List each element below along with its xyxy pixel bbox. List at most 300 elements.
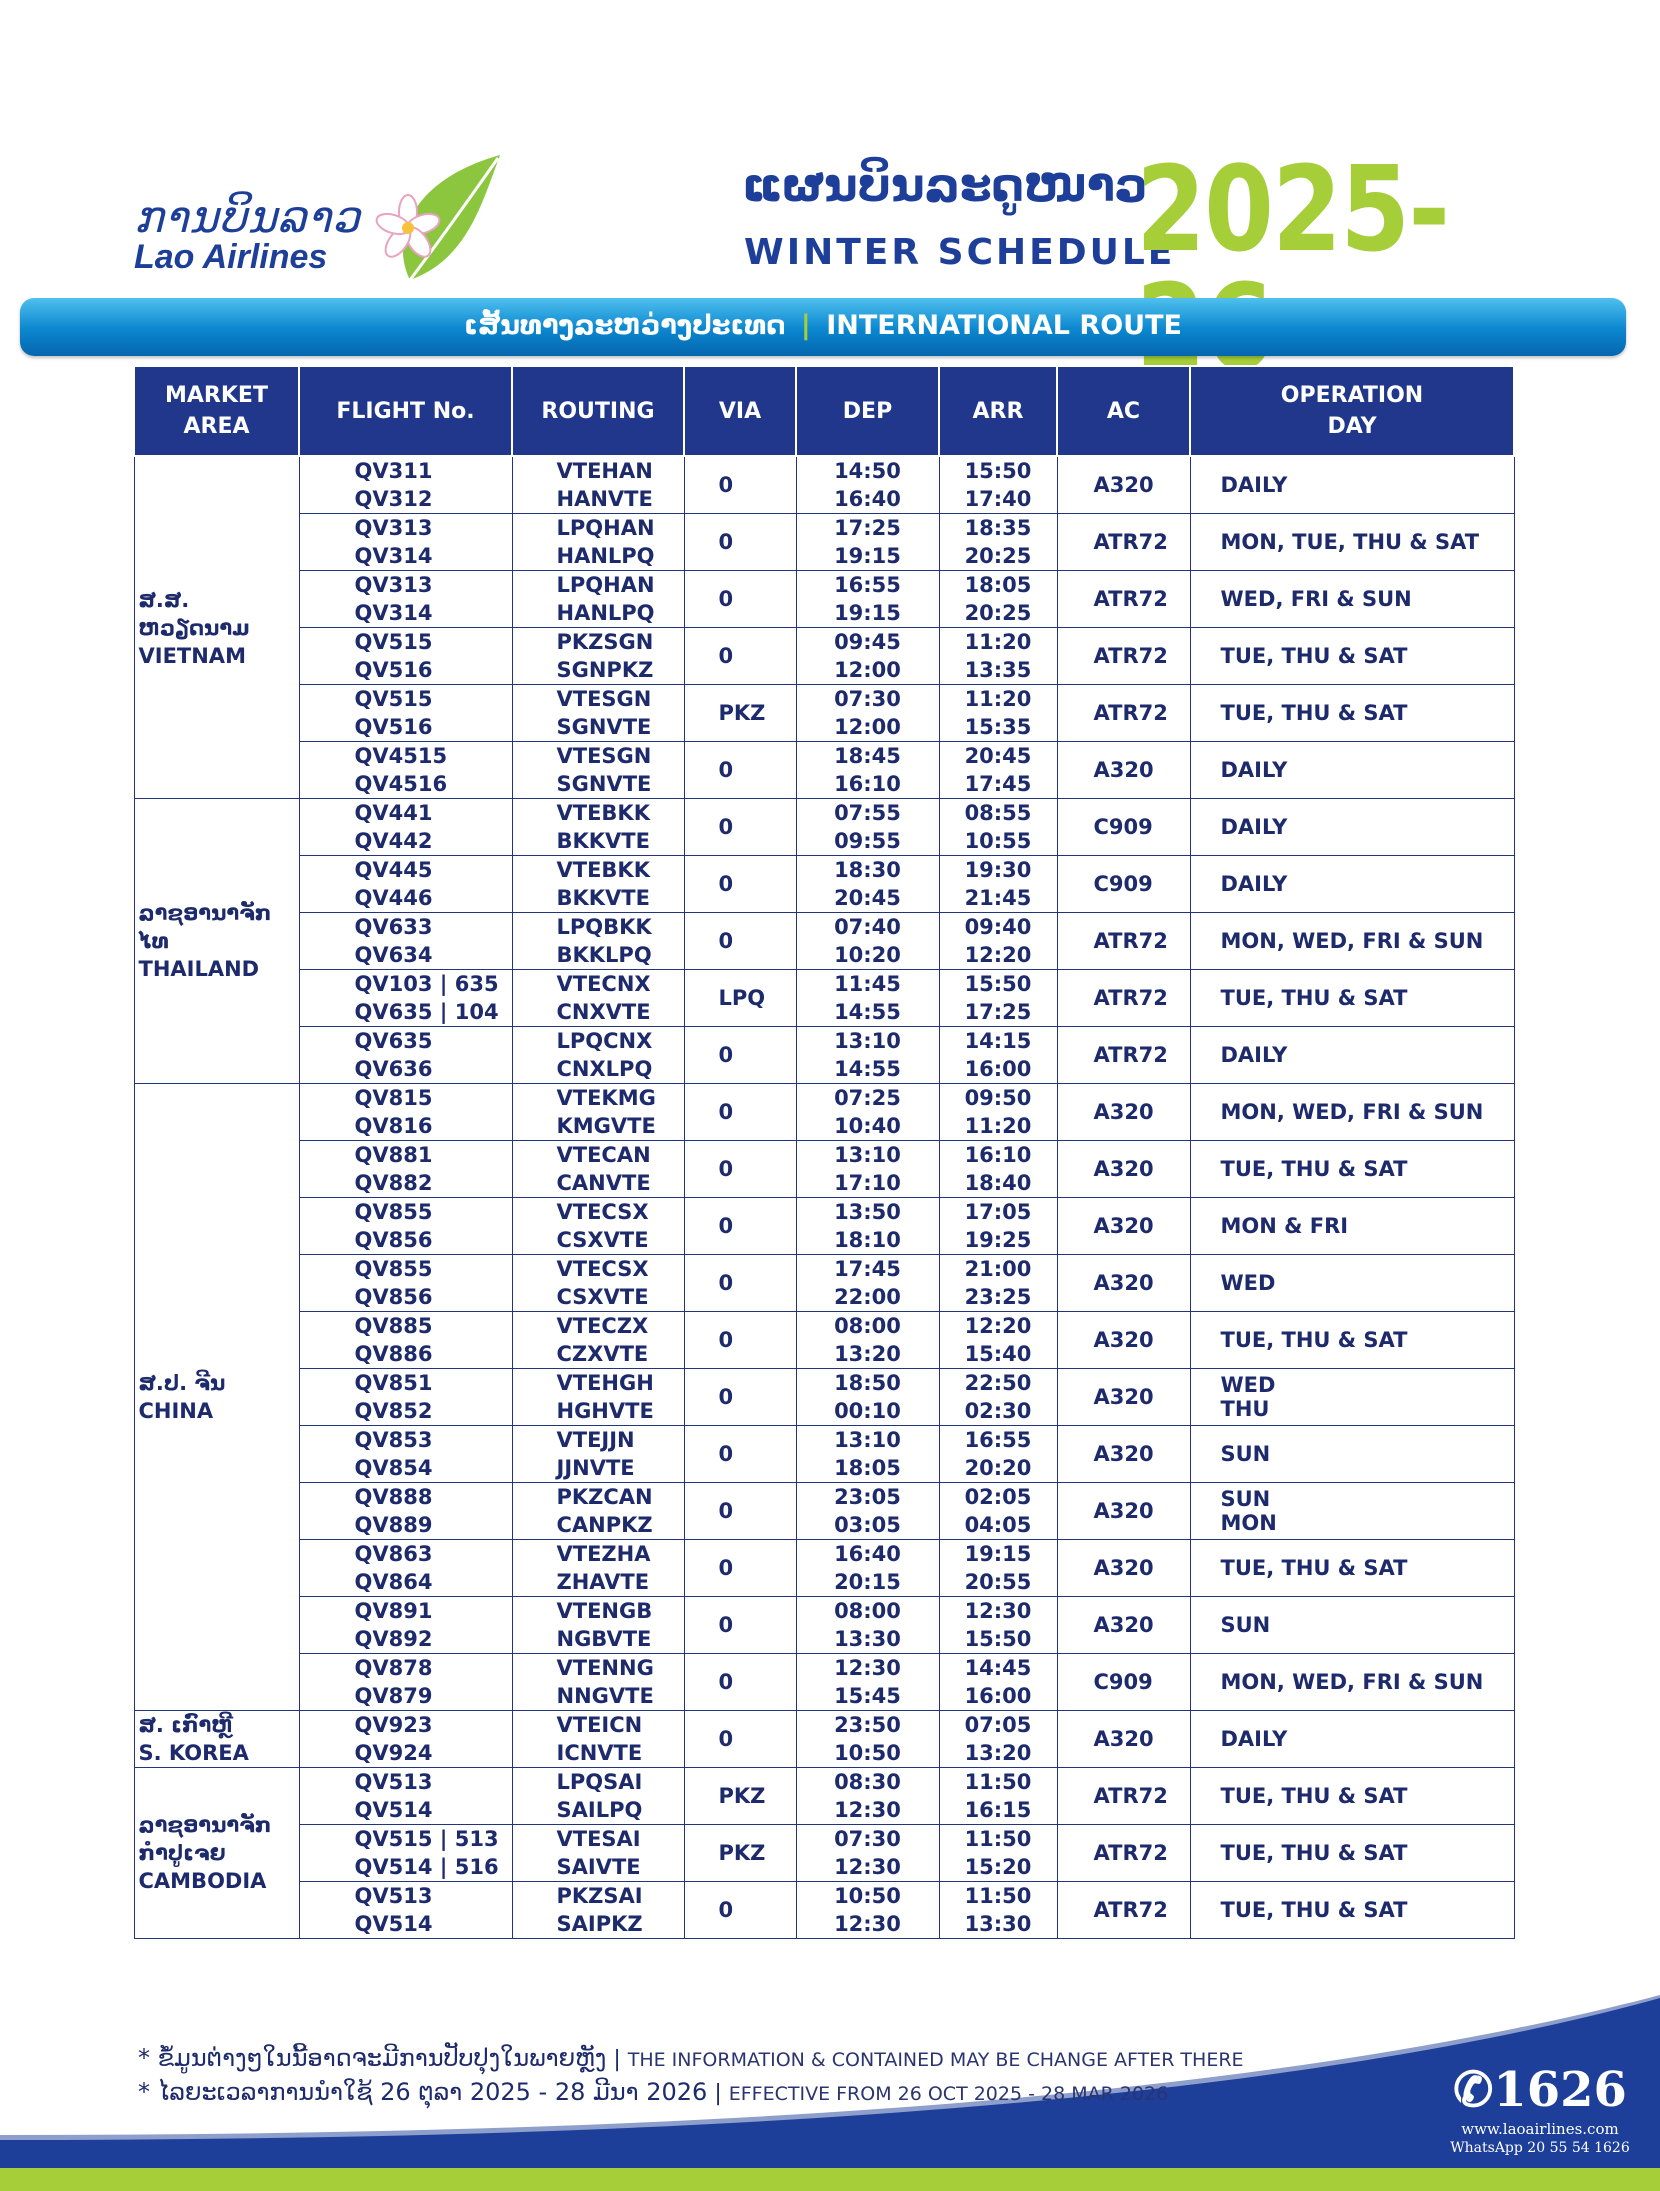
- market-lao: ລາຊອານາຈັກກໍາປູເຈຍ: [138, 1813, 272, 1865]
- routing-cell-line: VTEHGH: [556, 1371, 654, 1395]
- dep-cell-line: 20:15: [834, 1570, 901, 1594]
- operation-day-cell: [1190, 742, 1514, 799]
- arr-cell: [939, 1141, 1057, 1198]
- dep-cell-line: 19:15: [834, 544, 901, 568]
- international-route-banner: [20, 298, 1626, 356]
- ac-cell-line: A320: [1093, 1613, 1154, 1637]
- note2-en: EFFECTIVE FROM 26 OCT 2025 - 28 MAR 2026: [728, 2083, 1169, 2105]
- dep-cell: [796, 1540, 939, 1597]
- dep-cell-line: 23:50: [834, 1713, 901, 1737]
- via-cell-line: 0: [718, 1898, 734, 1922]
- table-row: [134, 742, 1514, 799]
- dep-cell-line: 17:10: [834, 1171, 901, 1195]
- routing-cell: [512, 799, 684, 856]
- routing-cell-line: VTEHAN: [556, 459, 653, 483]
- arr-cell-line: 16:15: [964, 1798, 1032, 1822]
- arr-cell: [939, 685, 1057, 742]
- table-row: [134, 1084, 1514, 1141]
- header-market-area: MARKET AREA: [134, 366, 299, 456]
- dep-cell-line: 10:50: [834, 1741, 901, 1765]
- routing-cell: [512, 1084, 684, 1141]
- dep-cell-line: 00:10: [834, 1399, 901, 1423]
- market-en: VIETNAM: [138, 643, 246, 668]
- flight-no-cell-line: QV889: [354, 1513, 433, 1537]
- routing-cell-line: HGHVTE: [556, 1399, 654, 1423]
- via-cell-line: 0: [718, 1043, 734, 1067]
- arr-cell: [939, 456, 1057, 514]
- flight-no-cell-line: QV514 | 516: [354, 1855, 499, 1879]
- flight-no-cell-line: QV879: [354, 1684, 433, 1708]
- routing-cell: [512, 571, 684, 628]
- arr-cell: [939, 1198, 1057, 1255]
- table-row: [134, 1141, 1514, 1198]
- operation-day-cell: [1190, 1882, 1514, 1939]
- routing-cell: [512, 628, 684, 685]
- arr-cell-line: 17:45: [964, 772, 1032, 796]
- arr-cell: [939, 1711, 1057, 1768]
- market-en: CAMBODIA: [138, 1869, 267, 1893]
- dep-cell-line: 16:55: [834, 573, 901, 597]
- dep-cell: [796, 1084, 939, 1141]
- operation-day-cell-line: DAILY: [1220, 1727, 1288, 1751]
- flight-no-cell: [299, 571, 512, 628]
- dep-cell-line: 12:30: [834, 1855, 901, 1879]
- flight-no-cell-line: QV634: [354, 943, 433, 967]
- flight-no-cell-line: QV313: [354, 573, 433, 597]
- ac-cell: [1057, 799, 1190, 856]
- table-row: [134, 628, 1514, 685]
- operation-day-cell: [1190, 1369, 1514, 1426]
- flight-no-cell: [299, 1825, 512, 1882]
- arr-cell: [939, 1426, 1057, 1483]
- ac-cell-line: ATR72: [1093, 701, 1168, 725]
- arr-cell-line: 11:20: [964, 687, 1032, 711]
- note1-separator: |: [613, 2047, 621, 2072]
- via-cell-line: 0: [718, 1727, 734, 1751]
- via-cell-line: 0: [718, 815, 734, 839]
- dep-cell-line: 17:45: [834, 1257, 901, 1281]
- via-cell: [684, 1768, 796, 1825]
- via-cell: [684, 1141, 796, 1198]
- routing-cell-line: CSXVTE: [556, 1228, 649, 1252]
- whatsapp-number: WhatsApp 20 55 54 1626: [1450, 2140, 1630, 2156]
- routing-cell-line: LPQHAN: [556, 516, 655, 540]
- ac-cell-line: ATR72: [1093, 1898, 1168, 1922]
- operation-day-cell: [1190, 571, 1514, 628]
- table-row: [134, 456, 1514, 514]
- dep-cell: [796, 799, 939, 856]
- ac-cell: [1057, 856, 1190, 913]
- flight-no-cell: [299, 1255, 512, 1312]
- operation-day-cell-line: SUN: [1220, 1613, 1271, 1637]
- operation-day-cell-line: TUE, THU & SAT: [1220, 1841, 1408, 1865]
- market-lao: ສ. ເກົາຫຼີ: [138, 1713, 234, 1737]
- routing-cell-line: KMGVTE: [556, 1114, 656, 1138]
- hotline: [1440, 2062, 1640, 2118]
- dep-cell: [796, 1426, 939, 1483]
- logo-en-text: Lao Airlines: [134, 238, 328, 276]
- via-cell: [684, 571, 796, 628]
- via-cell: [684, 1198, 796, 1255]
- schedule-body: [134, 456, 1514, 1939]
- ac-cell-line: ATR72: [1093, 530, 1168, 554]
- dep-cell-line: 07:55: [834, 801, 901, 825]
- flight-no-cell-line: QV856: [354, 1228, 433, 1252]
- flight-no-cell: [299, 1369, 512, 1426]
- dep-cell-line: 13:10: [834, 1143, 901, 1167]
- arr-cell-line: 20:45: [964, 744, 1032, 768]
- flight-no-cell-line: QV855: [354, 1257, 433, 1281]
- table-row: [134, 1255, 1514, 1312]
- operation-day-cell-line: TUE, THU & SAT: [1220, 701, 1408, 725]
- routing-cell-line: SAIVTE: [556, 1855, 641, 1879]
- routing-cell-line: VTEJJN: [556, 1428, 635, 1452]
- operation-day-cell: [1190, 856, 1514, 913]
- via-cell-line: 0: [718, 929, 734, 953]
- ac-cell: [1057, 742, 1190, 799]
- table-row: [134, 1312, 1514, 1369]
- via-cell: [684, 1825, 796, 1882]
- routing-cell-line: JJNVTE: [556, 1456, 635, 1480]
- dep-cell-line: 22:00: [834, 1285, 901, 1309]
- route-banner-text: [20, 310, 1626, 341]
- dep-cell-line: 07:40: [834, 915, 901, 939]
- via-cell: [684, 1369, 796, 1426]
- routing-cell: [512, 1198, 684, 1255]
- via-cell-line: 0: [718, 1100, 734, 1124]
- arr-cell: [939, 856, 1057, 913]
- routing-cell-line: CZXVTE: [556, 1342, 649, 1366]
- via-cell-line: 0: [718, 644, 734, 668]
- arr-cell-line: 09:40: [964, 915, 1032, 939]
- arr-cell-line: 12:20: [964, 943, 1032, 967]
- routing-cell-line: BKKVTE: [556, 886, 650, 910]
- arr-cell-line: 17:25: [964, 1000, 1032, 1024]
- table-row: [134, 970, 1514, 1027]
- note1-en: THE INFORMATION & CONTAINED MAY BE CHANGE AFTER THERE: [627, 2049, 1244, 2071]
- market-area-cell: [134, 799, 299, 1084]
- operation-day-cell-line: DAILY: [1220, 815, 1288, 839]
- routing-cell-line: BKKVTE: [556, 829, 650, 853]
- ac-cell-line: A320: [1093, 1385, 1154, 1409]
- routing-cell-line: ICNVTE: [556, 1741, 643, 1765]
- ac-cell: [1057, 456, 1190, 514]
- arr-cell: [939, 514, 1057, 571]
- routing-cell-line: LPQSAI: [556, 1770, 643, 1794]
- ac-cell-line: ATR72: [1093, 1784, 1168, 1808]
- via-cell: [684, 1312, 796, 1369]
- arr-cell-line: 02:05: [964, 1485, 1032, 1509]
- arr-cell: [939, 799, 1057, 856]
- operation-day-cell: [1190, 685, 1514, 742]
- routing-cell-line: SGNVTE: [556, 772, 652, 796]
- flight-no-cell: [299, 856, 512, 913]
- routing-cell-line: CANVTE: [556, 1171, 651, 1195]
- arr-cell: [939, 1312, 1057, 1369]
- routing-cell-line: SAILPQ: [556, 1798, 643, 1822]
- via-cell: [684, 1084, 796, 1141]
- operation-day-cell-line: SUN: [1220, 1487, 1271, 1511]
- flight-no-cell: [299, 913, 512, 970]
- via-cell-line: 0: [718, 1613, 734, 1637]
- operation-day-cell: [1190, 514, 1514, 571]
- routing-cell: [512, 913, 684, 970]
- flight-no-cell-line: QV4515: [354, 744, 448, 768]
- arr-cell-line: 15:50: [964, 1627, 1032, 1651]
- dep-cell-line: 15:45: [834, 1684, 901, 1708]
- routing-cell-line: VTESAI: [556, 1827, 641, 1851]
- ac-cell: [1057, 1198, 1190, 1255]
- via-cell: [684, 1540, 796, 1597]
- via-cell-line: 0: [718, 587, 734, 611]
- arr-cell-line: 15:50: [964, 459, 1032, 483]
- arr-cell-line: 11:50: [964, 1884, 1032, 1908]
- arr-cell-line: 19:25: [964, 1228, 1032, 1252]
- operation-day-cell: [1190, 1711, 1514, 1768]
- via-cell: [684, 799, 796, 856]
- ac-cell: [1057, 1711, 1190, 1768]
- routing-cell-line: CANPKZ: [556, 1513, 653, 1537]
- dep-cell-line: 13:20: [834, 1342, 901, 1366]
- routing-cell: [512, 1825, 684, 1882]
- via-cell: [684, 913, 796, 970]
- dep-cell-line: 18:05: [834, 1456, 901, 1480]
- routing-cell-line: HANVTE: [556, 487, 653, 511]
- table-row: [134, 1027, 1514, 1084]
- routing-cell-line: VTECSX: [556, 1257, 649, 1281]
- operation-day-cell-line: DAILY: [1220, 473, 1288, 497]
- flight-no-cell-line: QV515 | 513: [354, 1827, 499, 1851]
- routing-cell-line: VTEKMG: [556, 1086, 656, 1110]
- operation-day-cell: [1190, 456, 1514, 514]
- via-cell-line: PKZ: [718, 1784, 766, 1808]
- flight-no-cell: [299, 799, 512, 856]
- flight-no-cell-line: QV441: [354, 801, 433, 825]
- via-cell: [684, 456, 796, 514]
- ac-cell-line: ATR72: [1093, 986, 1168, 1010]
- arr-cell-line: 16:55: [964, 1428, 1032, 1452]
- dep-cell-line: 09:45: [834, 630, 901, 654]
- via-cell-line: 0: [718, 473, 734, 497]
- flight-no-cell-line: QV882: [354, 1171, 433, 1195]
- flight-no-cell-line: QV312: [354, 487, 433, 511]
- dep-cell: [796, 456, 939, 514]
- via-cell-line: 0: [718, 1214, 734, 1238]
- flight-no-cell-line: QV854: [354, 1456, 433, 1480]
- routing-cell-line: VTESGN: [556, 744, 652, 768]
- ac-cell-line: ATR72: [1093, 1043, 1168, 1067]
- arr-cell-line: 16:00: [964, 1684, 1032, 1708]
- flight-no-cell: [299, 514, 512, 571]
- market-lao: ສ.ປ. ຈີນ: [138, 1371, 226, 1395]
- arr-cell-line: 18:35: [964, 516, 1032, 540]
- dep-cell-line: 11:45: [834, 972, 901, 996]
- ac-cell: [1057, 1654, 1190, 1711]
- dep-cell-line: 07:30: [834, 1827, 901, 1851]
- flight-no-cell: [299, 1426, 512, 1483]
- dep-cell: [796, 913, 939, 970]
- table-row: [134, 1369, 1514, 1426]
- dep-cell: [796, 514, 939, 571]
- note1-lao: * ຂໍ້ມູນຕ່າງໆໃນນີ້ອາດຈະມີການປັບປຸງໃນພາຍຫຼັງ: [138, 2044, 607, 2072]
- routing-cell: [512, 1540, 684, 1597]
- market-area-cell: [134, 456, 299, 799]
- via-cell: [684, 1426, 796, 1483]
- routing-cell-line: NNGVTE: [556, 1684, 654, 1708]
- flight-no-cell-line: QV886: [354, 1342, 433, 1366]
- dep-cell-line: 16:10: [834, 772, 901, 796]
- flight-no-cell-line: QV888: [354, 1485, 433, 1509]
- flight-no-cell-line: QV513: [354, 1770, 433, 1794]
- routing-cell: [512, 685, 684, 742]
- operation-day-cell-line: MON, WED, FRI & SUN: [1220, 1100, 1484, 1124]
- routing-cell: [512, 1255, 684, 1312]
- dep-cell-line: 12:00: [834, 715, 901, 739]
- operation-day-cell-line: TUE, THU & SAT: [1220, 1157, 1408, 1181]
- flight-no-cell-line: QV855: [354, 1200, 433, 1224]
- dep-cell-line: 13:30: [834, 1627, 901, 1651]
- ac-cell-line: A320: [1093, 473, 1154, 497]
- dep-cell-line: 13:50: [834, 1200, 901, 1224]
- market-area-cell: [134, 1084, 299, 1711]
- flight-no-cell-line: QV863: [354, 1542, 433, 1566]
- arr-cell-line: 13:35: [964, 658, 1032, 682]
- operation-day-cell: [1190, 1255, 1514, 1312]
- flight-no-cell-line: QV4516: [354, 772, 448, 796]
- ac-cell-line: A320: [1093, 1214, 1154, 1238]
- via-cell: [684, 1654, 796, 1711]
- dep-cell: [796, 1654, 939, 1711]
- via-cell: [684, 514, 796, 571]
- hotline-number: 1626: [1493, 2062, 1627, 2118]
- contact-block: [1440, 2062, 1640, 2156]
- arr-cell-line: 17:05: [964, 1200, 1032, 1224]
- routing-cell-line: LPQCNX: [556, 1029, 653, 1053]
- routing-cell: [512, 1597, 684, 1654]
- table-row: [134, 856, 1514, 913]
- via-cell-line: PKZ: [718, 1841, 766, 1865]
- arr-cell-line: 02:30: [964, 1399, 1032, 1423]
- via-cell: [684, 1882, 796, 1939]
- dep-cell-line: 14:55: [834, 1000, 901, 1024]
- market-area-cell: [134, 1768, 299, 1939]
- table-row: [134, 571, 1514, 628]
- ac-cell: [1057, 1540, 1190, 1597]
- via-cell: [684, 1027, 796, 1084]
- arr-cell: [939, 1597, 1057, 1654]
- arr-cell-line: 04:05: [964, 1513, 1032, 1537]
- flight-no-cell: [299, 1027, 512, 1084]
- routing-cell-line: PKZCAN: [556, 1485, 653, 1509]
- table-row: [134, 799, 1514, 856]
- table-header-row: [134, 366, 1514, 456]
- ac-cell: [1057, 1882, 1190, 1939]
- operation-day-cell-line: TUE, THU & SAT: [1220, 1556, 1408, 1580]
- arr-cell: [939, 913, 1057, 970]
- table-row: [134, 1825, 1514, 1882]
- website-link[interactable]: www.laoairlines.com: [1461, 2120, 1619, 2138]
- operation-day-cell-line: TUE, THU & SAT: [1220, 1784, 1408, 1808]
- routing-cell-line: HANLPQ: [556, 601, 655, 625]
- operation-day-cell: [1190, 799, 1514, 856]
- flight-no-cell: [299, 1141, 512, 1198]
- arr-cell: [939, 1768, 1057, 1825]
- dep-cell: [796, 1597, 939, 1654]
- table-row: [134, 1540, 1514, 1597]
- operation-day-cell: [1190, 1426, 1514, 1483]
- dep-cell: [796, 571, 939, 628]
- routing-cell-line: SGNPKZ: [556, 658, 654, 682]
- ac-cell-line: A320: [1093, 1499, 1154, 1523]
- dep-cell-line: 08:00: [834, 1599, 901, 1623]
- dep-cell-line: 18:50: [834, 1371, 901, 1395]
- routing-cell: [512, 1312, 684, 1369]
- routing-cell: [512, 1426, 684, 1483]
- via-cell-line: 0: [718, 1328, 734, 1352]
- routing-cell: [512, 1882, 684, 1939]
- ac-cell-line: ATR72: [1093, 929, 1168, 953]
- ac-cell: [1057, 1369, 1190, 1426]
- flight-no-cell-line: QV852: [354, 1399, 433, 1423]
- lao-airlines-logo: [130, 150, 510, 290]
- routing-cell: [512, 1141, 684, 1198]
- ac-cell: [1057, 1027, 1190, 1084]
- dep-cell-line: 07:30: [834, 687, 901, 711]
- operation-day-cell: [1190, 628, 1514, 685]
- arr-cell-line: 15:35: [964, 715, 1032, 739]
- ac-cell-line: C909: [1093, 1670, 1153, 1694]
- dep-cell: [796, 970, 939, 1027]
- arr-cell-line: 23:25: [964, 1285, 1032, 1309]
- flight-no-cell-line: QV853: [354, 1428, 433, 1452]
- dep-cell-line: 10:20: [834, 943, 901, 967]
- routing-cell-line: VTESGN: [556, 687, 652, 711]
- operation-day-cell-line: TUE, THU & SAT: [1220, 1328, 1408, 1352]
- flight-no-cell: [299, 970, 512, 1027]
- arr-cell: [939, 1882, 1057, 1939]
- logo-lao-text: ການບິນລາວ: [134, 192, 361, 243]
- flight-no-cell-line: QV314: [354, 544, 433, 568]
- arr-cell-line: 15:40: [964, 1342, 1032, 1366]
- routing-cell-line: CNXVTE: [556, 1000, 651, 1024]
- arr-cell-line: 19:30: [964, 858, 1032, 882]
- ac-cell-line: A320: [1093, 1100, 1154, 1124]
- route-lao: ເສັ້ນທາງລະຫວ່າງປະເທດ: [464, 310, 786, 341]
- via-cell-line: 0: [718, 530, 734, 554]
- routing-cell-line: SAIPKZ: [556, 1912, 643, 1936]
- dep-cell-line: 12:30: [834, 1912, 901, 1936]
- routing-cell: [512, 1483, 684, 1540]
- flight-no-cell: [299, 1084, 512, 1141]
- ac-cell-line: ATR72: [1093, 644, 1168, 668]
- arr-cell-line: 11:50: [964, 1827, 1032, 1851]
- schedule-table: [133, 365, 1515, 1939]
- routing-cell-line: BKKLPQ: [556, 943, 652, 967]
- flight-no-cell-line: QV515: [354, 687, 433, 711]
- via-cell: [684, 1597, 796, 1654]
- arr-cell: [939, 742, 1057, 799]
- arr-cell-line: 11:20: [964, 630, 1032, 654]
- routing-cell-line: VTECAN: [556, 1143, 651, 1167]
- phone-icon: ✆: [1453, 2062, 1494, 2118]
- dep-cell-line: 09:55: [834, 829, 901, 853]
- routing-cell-line: ZHAVTE: [556, 1570, 650, 1594]
- arr-cell-line: 20:25: [964, 601, 1032, 625]
- operation-day-cell-line: MON & FRI: [1220, 1214, 1349, 1238]
- dep-cell-line: 12:30: [834, 1798, 901, 1822]
- via-cell-line: 0: [718, 1670, 734, 1694]
- via-cell: [684, 856, 796, 913]
